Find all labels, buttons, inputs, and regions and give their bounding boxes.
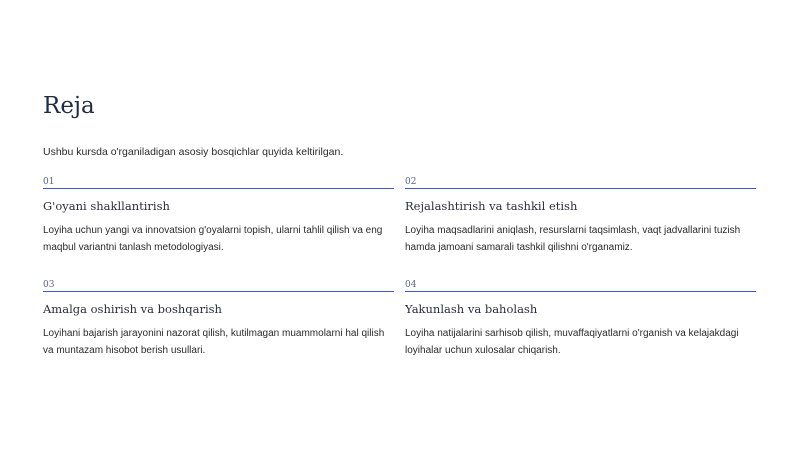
step-number: 02 [405, 177, 417, 187]
step-card-3 [43, 279, 394, 363]
step-divider [43, 291, 394, 292]
step-description: Loyiha maqsadlarini aniqlash, resurslarni taqsimlash, vaqt jadvallarini tuzish hamda jamoani samarali tashkil qilishni o'rganamiz. [405, 225, 741, 253]
step-title: G'oyani shakllantirish [43, 199, 170, 213]
step-title: Amalga oshirish va boshqarish [43, 302, 222, 316]
step-description: Loyihani bajarish jarayonini nazorat qilish, kutilmagan muammolarni hal qilish va muntazam hisobot berish usullari. [43, 328, 385, 356]
step-divider [43, 188, 394, 189]
step-card-1 [43, 176, 394, 260]
steps-grid [43, 176, 756, 363]
step-number: 04 [405, 280, 417, 290]
step-description: Loyiha uchun yangi va innovatsion g'oyalarni topish, ularni tahlil qilish va eng maqbul variantni tanlash metodologiyasi. [43, 225, 383, 253]
step-card-4 [405, 279, 756, 363]
step-card-2 [405, 176, 756, 260]
page-subtitle: Ushbu kursda o'rganiladigan asosiy bosqichlar quyida keltirilgan. [43, 146, 344, 158]
step-title: Rejalashtirish va tashkil etish [405, 199, 578, 213]
step-divider [405, 291, 756, 292]
step-divider [405, 188, 756, 189]
step-title: Yakunlash va baholash [405, 302, 538, 316]
step-description: Loyiha natijalarini sarhisob qilish, muvaffaqiyatlarni o'rganish va kelajakdagi loyihalar uchun xulosalar chiqarish. [405, 328, 739, 356]
page-title: Reja [43, 93, 95, 119]
step-number: 03 [43, 280, 55, 290]
step-number: 01 [43, 177, 55, 187]
